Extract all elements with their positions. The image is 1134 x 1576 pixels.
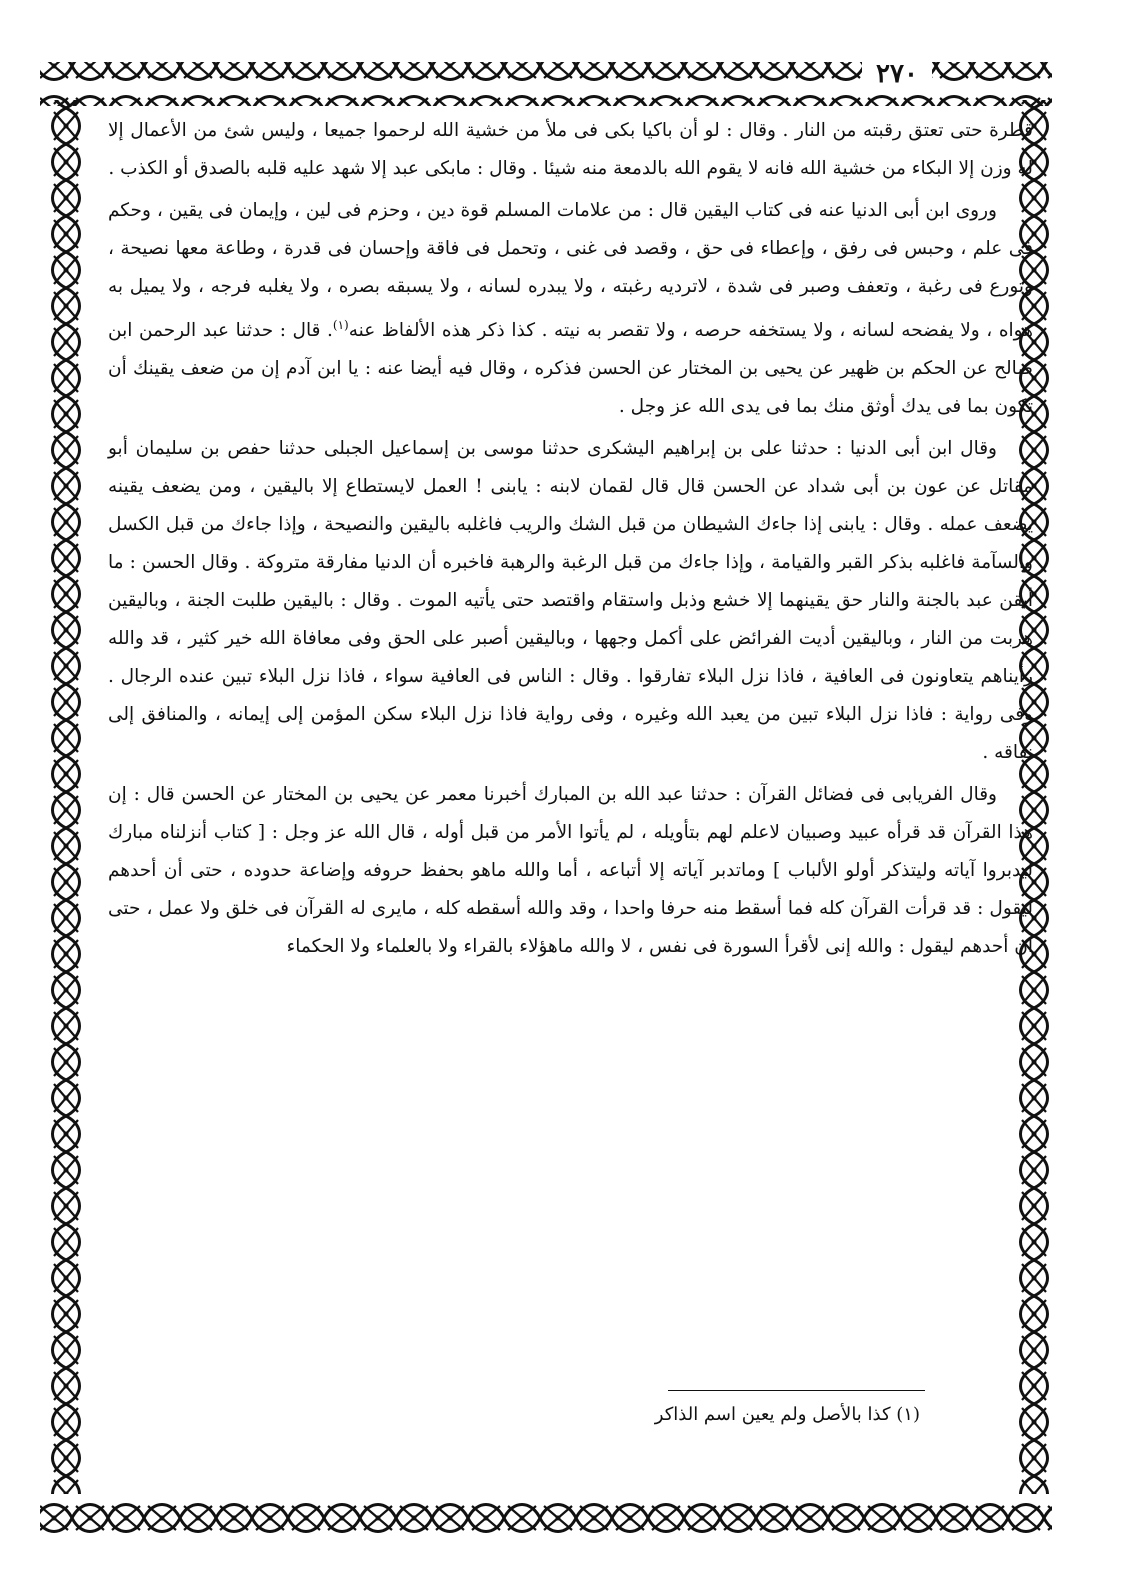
paragraph-2-text: وروى ابن أبى الدنيا عنه فى كتاب اليقين قال : من علامات المسلم قوة دين ، وحزم فى لين ، وإيمان فى يقين ، وحكم فى علم ، وحبس فى رفق ، وإعطاء فى حق ، وقصد فى غنى ، وتحمل فى فاقة وإحسان فى قدرة ، وطاعة معها نصيحة ، وتورع فى رغبة ، وتعفف وصبر فى شدة ، لاترديه رغبته ، ولا يبدره لسانه ، ولا يسبقه بصره ، ولا يغلبه فرجه ، ولا يميل به هواه ، ولا يفضحه لسانه ، ولا يستخفه حرصه ، ولا تقصر به نيته . كذا ذكر هذه الألفاظ عنه [108,200,1033,342]
paragraph-4: وقال الفريابى فى فضائل القرآن : حدثنا عبد الله بن المبارك أخبرنا معمر عن يحيى بن المختار عن الحسن قال : إن هذا القرآن قد قرأه عبيد وصبيان لاعلم لهم بتأويله ، لم يأتوا الأمر من قبل أوله ، قال الله عز وجل : [ كتاب أنزلناه مبارك ليدبروا آياته وليتذكر أولو الألباب ] وماتدبر آياته إلا أتباعه ، أما والله ماهو بحفظ حروفه وإضاعة حدوده ، حتى أن أحدهم ليقول : قد قرأت القرآن كله فما أسقط منه حرفا واحدا ، وقد والله أسقطه كله ، مايرى له القرآن فى خلق ولا عمل ، حتى ان أحدهم ليقول : والله إنى لأقرأ السورة فى نفس ، لا والله ماهؤلاء بالقراء ولا بالعلماء ولا الحكماء [108,784,1033,958]
footnote: (١) كذا بالأصل ولم يعين اسم الذاكر [654,1404,920,1425]
footnote-divider [668,1390,925,1391]
paragraph-1: قطرة حتى تعتق رقبته من النار . وقال : لو أن باكيا بكى فى ملأ من خشية الله لرحموا جميعا ، وليس شئ من الأعمال إلا له وزن إلا البكاء من خشية الله فانه لا يقوم الله بالدمعة منه شيئا . وقال : مابكى عبد إلا شهد عليه قلبه بالصدق أو الكذب . [108,120,1033,179]
paragraph-2 [108,192,1033,426]
main-text [108,112,1033,1502]
footnote-reference[interactable]: (١) [332,318,349,332]
page-number: ٢٧٠ [862,58,932,90]
paragraph-2-text-after: . قال : حدثنا عبد الرحمن ابن صالح عن الحكم بن ظهير عن يحيى بن المختار عن الحسن فذكره ، وقال فيه أيضا عنه : يا ابن آدم إن من ضعف يقينك أن تكون بما فى يدك أوثق منك بما فى يدى الله عز وجل . [108,320,1033,418]
paragraph-3: وقال ابن أبى الدنيا : حدثنا على بن إبراهيم اليشكرى حدثنا موسى بن إسماعيل الجبلى حدثنا حفص بن سليمان أبو مقاتل عن عون بن أبى شداد عن الحسن قال قال لقمان لابنه : يابنى ! العمل لايستطاع إلا باليقين ، ومن يضعف يقينه يضعف عمله . وقال : يابنى إذا جاءك الشيطان من قبل الشك والريب فاغلبه باليقين والنصيحة ، وإذا جاءك من قبل الكسل والسآمة فاغلبه بذكر القبر والقيامة ، وإذا جاءك من قبل الرغبة والرهبة فاخبره أن الدنيا مفارقة متروكة . وقال الحسن : ما أيقن عبد بالجنة والنار حق يقينهما إلا خشع وذبل واستقام واقتصد حتى يأتيه الموت . وقال : باليقين طلبت الجنة ، وباليقين هربت من النار ، وباليقين أديت الفرائض على أكمل وجهها ، وباليقين أصبر على الحق وفى معافاة الله خير كثير ، قد والله رأيناهم يتعاونون فى العافية ، فاذا نزل البلاء تفارقوا . وقال : الناس فى العافية سواء ، فاذا نزل البلاء تبين عنده الرجال . وفى رواية : فاذا نزل البلاء تبين من يعبد الله وغيره ، وفى رواية فاذا نزل البلاء سكن المؤمن إلى إيمانه ، والمنافق إلى نفاقه . [108,438,1033,764]
